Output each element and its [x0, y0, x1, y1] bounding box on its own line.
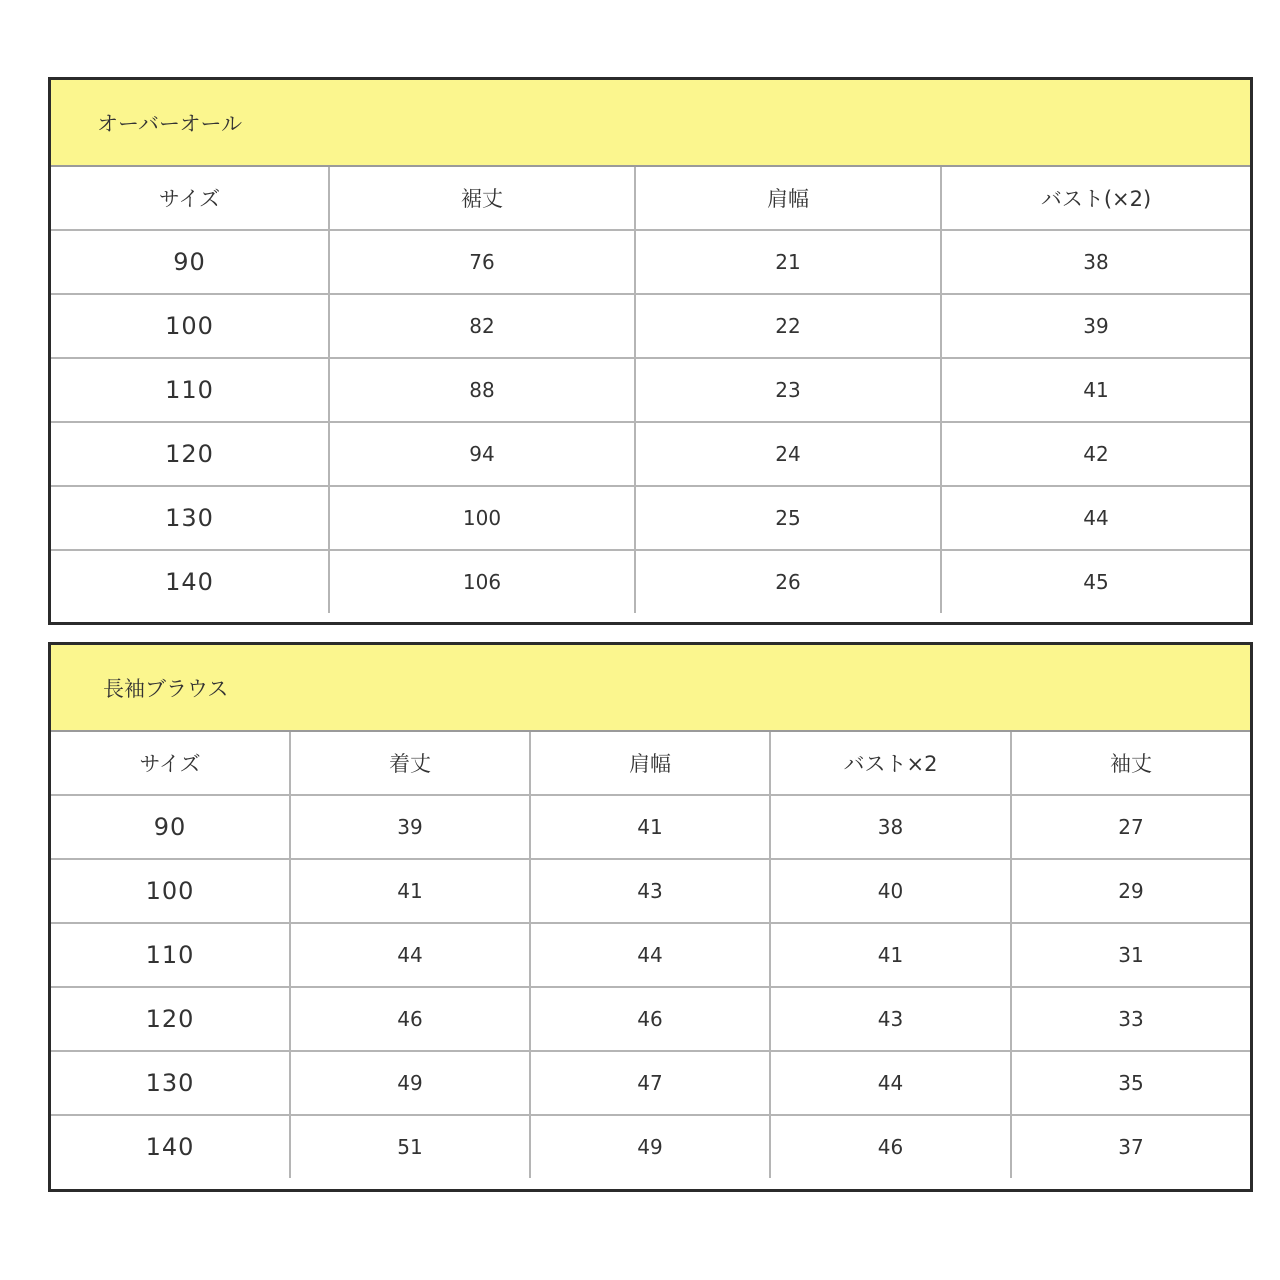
- column-header-bust: バスト×2: [770, 732, 1011, 795]
- value-cell: 41: [770, 923, 1011, 987]
- value-cell: 106: [329, 550, 635, 613]
- value-cell: 29: [1011, 859, 1250, 923]
- value-cell: 45: [1083, 570, 1109, 594]
- value-cell: 76: [329, 230, 635, 294]
- column-header-length: 着丈: [290, 732, 530, 795]
- table-row: [51, 358, 1250, 422]
- size-cell: 130: [51, 486, 329, 550]
- size-cell: 140: [51, 550, 329, 613]
- value-cell: 44: [290, 923, 530, 987]
- table-row: [51, 1115, 1250, 1178]
- size-cell: 90: [51, 230, 329, 294]
- value-cell: 38: [770, 795, 1011, 859]
- size-cell: 90: [51, 795, 290, 859]
- size-cell: 100: [51, 859, 290, 923]
- value-cell: 82: [329, 294, 635, 358]
- table-row: [51, 1051, 1250, 1115]
- size-cell: 120: [51, 422, 329, 486]
- value-cell: 43: [530, 859, 770, 923]
- value-cell: 46: [530, 987, 770, 1051]
- value-cell: 46: [770, 1115, 1011, 1178]
- table-title: 長袖ブラウス: [51, 645, 1250, 732]
- value-cell: 46: [290, 987, 530, 1051]
- size-cell: 120: [51, 987, 290, 1051]
- table-row: [51, 294, 1250, 358]
- value-cell: 44: [530, 923, 770, 987]
- value-cell: 42: [941, 422, 1250, 486]
- value-cell: 100: [329, 486, 635, 550]
- column-header-sleeve: 袖丈: [1011, 732, 1250, 795]
- value-cell: 49: [530, 1115, 770, 1178]
- size-cell: 110: [51, 923, 290, 987]
- table-row: [51, 550, 1250, 613]
- table-row: [51, 795, 1250, 859]
- table-row: [51, 859, 1250, 923]
- size-cell: 110: [51, 358, 329, 422]
- value-cell: 25: [635, 486, 941, 550]
- value-cell: 39: [941, 294, 1250, 358]
- table-row: [51, 230, 1250, 294]
- column-header-size: サイズ: [51, 732, 290, 795]
- value-cell: 49: [290, 1051, 530, 1115]
- value-cell: 27: [1011, 795, 1250, 859]
- value-cell: 44: [770, 1051, 1011, 1115]
- column-header-length: 裾丈: [329, 167, 635, 230]
- value-cell: 51: [290, 1115, 530, 1178]
- size-cell: 140: [51, 1115, 290, 1178]
- table-row: [51, 923, 1250, 987]
- header-row: [51, 732, 1250, 795]
- value-cell: 38: [941, 230, 1250, 294]
- column-header-shoulder: 肩幅: [530, 732, 770, 795]
- value-cell: 41: [290, 859, 530, 923]
- value-cell: 23: [635, 358, 941, 422]
- table-row: [51, 422, 1250, 486]
- table-row: [51, 486, 1250, 550]
- column-header-shoulder: 肩幅: [635, 167, 941, 230]
- value-cell: 39: [290, 795, 530, 859]
- value-cell: 31: [1011, 923, 1250, 987]
- size-grid: [51, 732, 1250, 1178]
- size-cell: 100: [51, 294, 329, 358]
- size-grid: [51, 167, 1250, 613]
- overall-size-table: [48, 77, 1253, 625]
- value-cell: 21: [635, 230, 941, 294]
- value-cell: 94: [329, 422, 635, 486]
- value-cell: 43: [770, 987, 1011, 1051]
- column-header-size: サイズ: [51, 167, 329, 230]
- value-cell: 26: [635, 550, 941, 613]
- blouse-size-table: [48, 642, 1253, 1192]
- value-cell: 40: [770, 859, 1011, 923]
- value-cell: 88: [329, 358, 635, 422]
- table-title: オーバーオール: [51, 80, 1250, 167]
- table-row: [51, 987, 1250, 1051]
- value-cell: 35: [1011, 1051, 1250, 1115]
- value-cell: 22: [635, 294, 941, 358]
- value-cell: 41: [941, 358, 1250, 422]
- value-cell: 44: [941, 486, 1250, 550]
- value-cell: 37: [1118, 1135, 1144, 1159]
- value-cell: 33: [1011, 987, 1250, 1051]
- value-cell: 47: [530, 1051, 770, 1115]
- size-cell: 130: [51, 1051, 290, 1115]
- header-row: [51, 167, 1250, 230]
- column-header-bust: バスト(×2): [941, 167, 1250, 230]
- value-cell: 24: [635, 422, 941, 486]
- value-cell: 41: [530, 795, 770, 859]
